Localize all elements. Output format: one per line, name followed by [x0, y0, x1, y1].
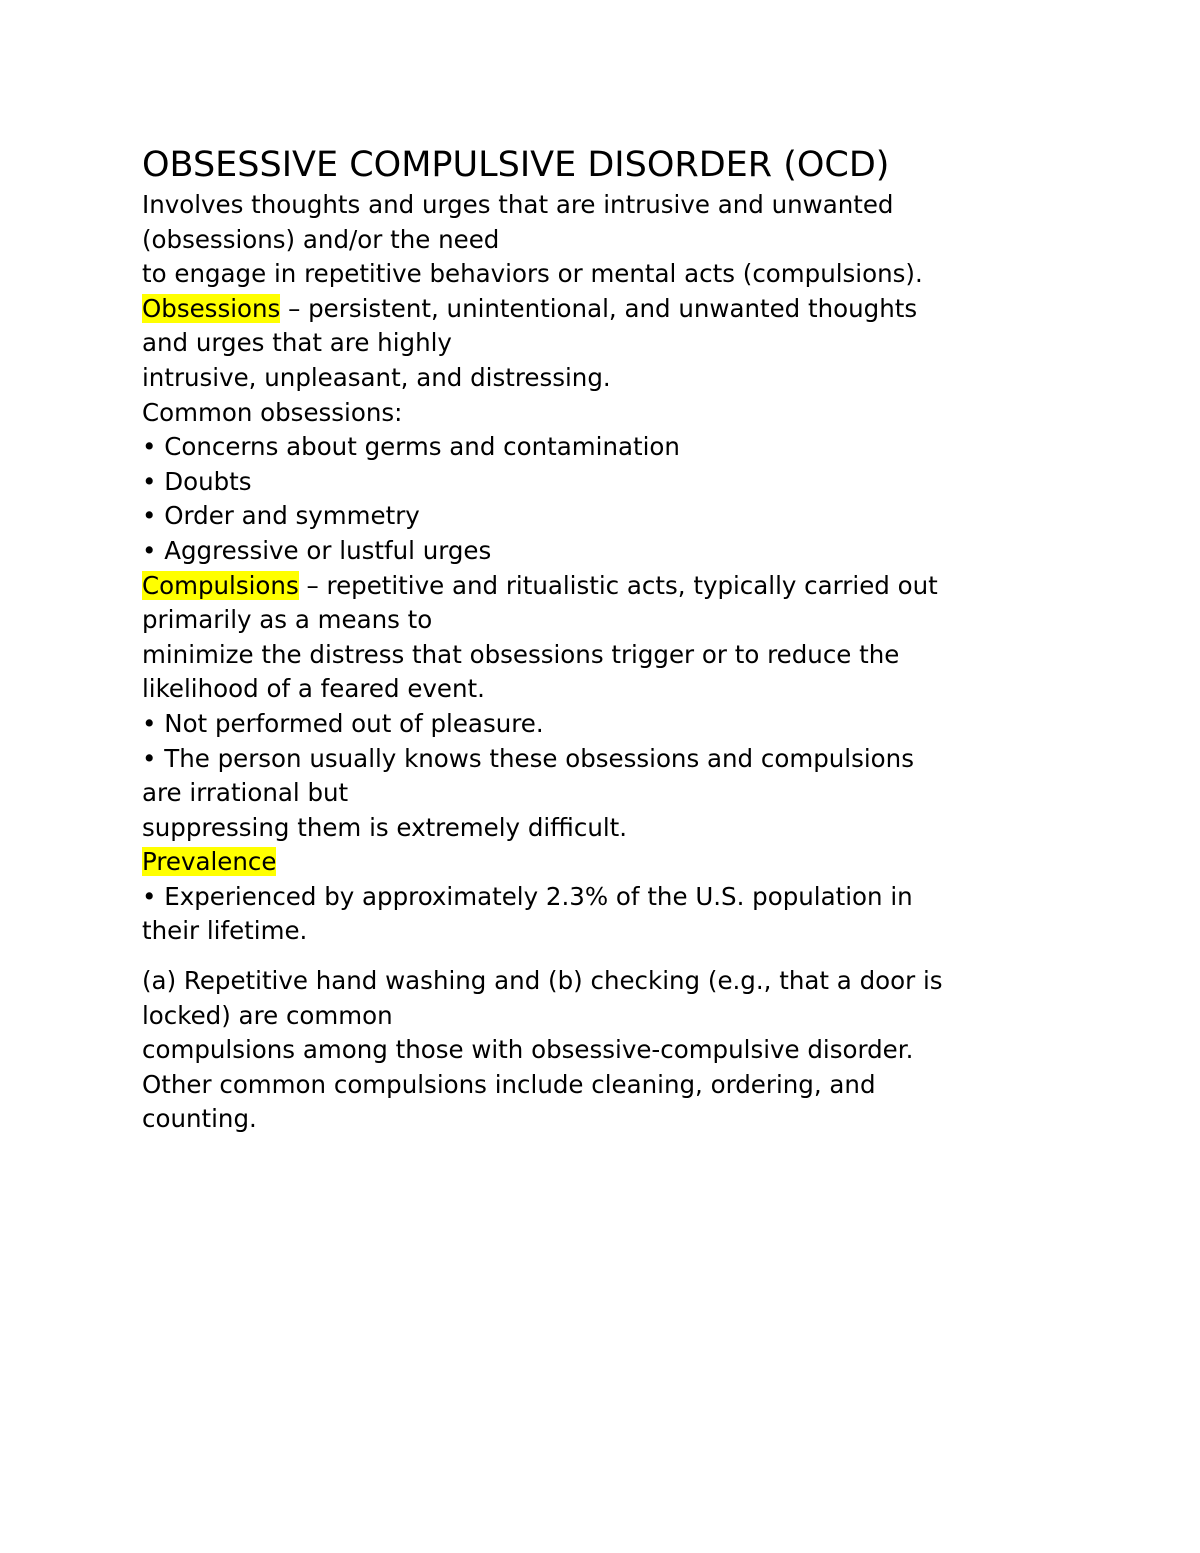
compulsions-definition-line-4: likelihood of a feared event. — [142, 674, 485, 704]
document-body — [142, 142, 1062, 1137]
compulsions-definition-line-1 — [142, 569, 1062, 604]
compulsions-definition-line-3: minimize the distress that obsessions trigger or to reduce the — [142, 639, 900, 669]
obsessions-bullet-1: • Concerns about germs and contamination — [142, 432, 680, 462]
prevalence-heading — [142, 845, 1062, 880]
intro-line-3: to engage in repetitive behaviors or mental acts (compulsions). — [142, 259, 923, 289]
compulsions-definition-first: – repetitive and ritualistic acts, typically carried out — [298, 570, 938, 600]
obsessions-bullet-2: • Doubts — [142, 466, 252, 496]
obsessions-term-highlight: Obsessions — [142, 293, 281, 323]
compulsions-bullet-2: • The person usually knows these obsessions and compulsions — [142, 743, 914, 773]
caption-line-3: compulsions among those with obsessive-compulsive disorder. — [142, 1035, 914, 1065]
intro-line-2: (obsessions) and/or the need — [142, 224, 500, 254]
compulsions-term-highlight: Compulsions — [142, 570, 299, 600]
caption-line-1: (a) Repetitive hand washing and (b) checking (e.g., that a door is — [142, 966, 943, 996]
obsessions-definition-line-2: and urges that are highly — [142, 328, 452, 358]
compulsions-definition-line-2: primarily as a means to — [142, 605, 433, 635]
prevalence-term-highlight: Prevalence — [142, 847, 277, 877]
caption-line-2: locked) are common — [142, 1000, 393, 1030]
obsessions-definition-line-3: intrusive, unpleasant, and distressing. — [142, 362, 611, 392]
paragraph-gap — [142, 949, 1062, 964]
prevalence-line-2: their lifetime. — [142, 916, 308, 946]
obsessions-bullet-4: • Aggressive or lustful urges — [142, 535, 492, 565]
common-obsessions-heading: Common obsessions: — [142, 397, 403, 427]
document-title: OBSESSIVE COMPULSIVE DISORDER (OCD) — [142, 145, 890, 185]
obsessions-definition-line-1 — [142, 292, 1062, 327]
obsessions-definition-first: – persistent, unintentional, and unwanted thoughts — [280, 293, 918, 323]
prevalence-line-1: • Experienced by approximately 2.3% of the U.S. population in — [142, 881, 913, 911]
caption-line-4: Other common compulsions include cleaning, ordering, and — [142, 1069, 876, 1099]
compulsions-bullet-2-cont-2: suppressing them is extremely difficult. — [142, 812, 628, 842]
compulsions-bullet-1: • Not performed out of pleasure. — [142, 708, 544, 738]
obsessions-bullet-3: • Order and symmetry — [142, 501, 420, 531]
intro-line-1: Involves thoughts and urges that are intrusive and unwanted — [142, 190, 894, 219]
compulsions-bullet-2-cont-1: are irrational but — [142, 778, 349, 808]
caption-line-5: counting. — [142, 1104, 257, 1134]
